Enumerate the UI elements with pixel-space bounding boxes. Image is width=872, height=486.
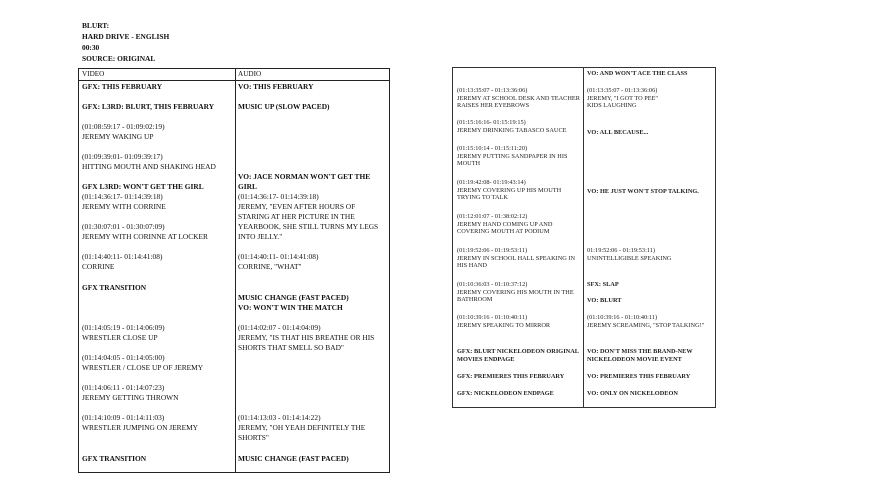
script-title: BLURT: bbox=[82, 21, 110, 30]
audio-cue: VO: PREMIERES THIS FEBRUARY bbox=[587, 373, 691, 380]
video-cue: (01:14:05:19 - 01:14:06:09) WRESTLER CLOSE UP bbox=[82, 323, 165, 342]
video-cue: (01:10:39:16 - 01:10:40:11) JEREMY SPEAKING TO MIRROR bbox=[457, 314, 551, 329]
audio-cue: VO: HE JUST WON'T STOP TALKING. bbox=[587, 188, 699, 195]
audio-cue: VO: ALL BECAUSE... bbox=[587, 129, 649, 136]
script-header bbox=[82, 20, 169, 64]
audio-cue: MUSIC CHANGE (FAST PACED) bbox=[238, 454, 349, 463]
audio-cue: MUSIC CHANGE (FAST PACED) VO: WON'T WIN THE MATCH bbox=[238, 293, 349, 312]
video-cue: GFX L3RD: WON'T GET THE GIRL bbox=[82, 182, 204, 191]
script-page-two bbox=[452, 67, 716, 408]
audio-cue: VO: BLURT bbox=[587, 297, 622, 304]
video-cue: (01:14:40:11- 01:14:41:08) CORRINE bbox=[82, 252, 163, 271]
audio-cue: SFX: SLAP bbox=[587, 281, 619, 288]
heading-divider bbox=[79, 80, 389, 81]
audio-column-heading: AUDIO bbox=[238, 70, 262, 78]
video-cue: GFX TRANSITION bbox=[82, 283, 147, 292]
video-cue: (01:15:16:16- 01:15:19:15) JEREMY DRINKING TABASCO SAUCE bbox=[457, 119, 567, 134]
video-cue: GFX: L3RD: BLURT, THIS FEBRUARY bbox=[82, 102, 215, 111]
video-cue: GFX: BLURT NICKELODEON ORIGINAL MOVIES ENDPAGE bbox=[457, 348, 579, 363]
script-page-one bbox=[78, 68, 390, 473]
audio-cue: (01:14:13:03 - 01:14:14:22) JEREMY, "OH YEAH DEFINITELY THE SHORTS" bbox=[238, 413, 366, 442]
video-cue: (01:10:36:03 - 01:10:37:12) JEREMY COVERING HIS MOUTH IN THE BATHROOM bbox=[457, 281, 574, 304]
video-cue: (01:09:39:01- 01:09:39:17) HITTING MOUTH AND SHAKING HEAD bbox=[82, 152, 216, 171]
audio-cue: (01:14:02:07 - 01:14:04:09) JEREMY, "IS THAT HIS BREATHE OR HIS SHORTS THAT SMELL SO BAD" bbox=[238, 323, 375, 352]
audio-cue: (01:14:36:17- 01:14:39:18) JEREMY, "EVEN AFTER HOURS OF STARING AT HER PICTURE IN THE YEARBOOK, SHE STILL TURNS MY LEGS INTO JELLY." bbox=[238, 192, 379, 241]
video-cue: (01:30:07:01 - 01:30:07:09) JEREMY WITH CORINNE AT LOCKER bbox=[82, 222, 208, 241]
video-cue: (01:14:06:11 - 01:14:07:23) JEREMY GETTING THROWN bbox=[82, 383, 179, 402]
video-cue: GFX: THIS FEBRUARY bbox=[82, 82, 163, 91]
video-cue: (01:13:35:07 - 01:13:36:06) JEREMY AT SCHOOL DESK AND TEACHER RAISES HER EYEBROWS bbox=[457, 87, 580, 110]
audio-cue: MUSIC UP (SLOW PACED) bbox=[238, 102, 330, 111]
audio-cue: (01:13:35:07 - 01:13:36:06) JEREMY, "I GOT TO PEE" KIDS LAUGHING bbox=[587, 87, 658, 110]
audio-cue: VO: DON'T MISS THE BRAND-NEW NICKELODEON MOVIE EVENT bbox=[587, 348, 693, 363]
column-divider bbox=[583, 68, 584, 407]
script-version: HARD DRIVE - ENGLISH bbox=[82, 32, 170, 41]
video-cue: (01:08:59:17 - 01:09:02:19) JEREMY WAKING UP bbox=[82, 122, 165, 141]
video-cue: (01:19:52:06 - 01:19:53:11) JEREMY IN SCHOOL HALL SPEAKING IN HIS HAND bbox=[457, 247, 576, 270]
video-cue: (01:14:10:09 - 01:14:11:03) WRESTLER JUMPING ON JEREMY bbox=[82, 413, 198, 432]
audio-cue: VO: JACE NORMAN WON'T GET THE GIRL bbox=[238, 172, 371, 191]
video-cue: (01:14:36:17- 01:14:39:18) JEREMY WITH CORRINE bbox=[82, 192, 166, 211]
audio-cue: (01:14:40:11- 01:14:41:08) CORRINE, "WHAT" bbox=[238, 252, 319, 271]
column-divider bbox=[235, 69, 236, 472]
video-cue: GFX: PREMIERES THIS FEBRUARY bbox=[457, 373, 565, 380]
video-cue: (01:15:10:14 - 01:15:11:20) JEREMY PUTTING SANDPAPER IN HIS MOUTH bbox=[457, 145, 568, 168]
script-duration: 00:30 bbox=[82, 43, 100, 52]
video-cue: GFX TRANSITION bbox=[82, 454, 147, 463]
script-source: SOURCE: ORIGINAL bbox=[82, 54, 156, 63]
audio-cue: VO: AND WON'T ACE THE CLASS bbox=[587, 70, 688, 77]
video-cue: GFX: NICKELODEON ENDPAGE bbox=[457, 390, 554, 397]
audio-cue: VO: ONLY ON NICKELODEON bbox=[587, 390, 678, 397]
audio-cue: 01:19:52:06 - 01:19:53:11) UNINTELLIGIBLE SPEAKING bbox=[587, 247, 672, 262]
video-cue: (01:14:04:05 - 01:14:05:00) WRESTLER / CLOSE UP OF JEREMY bbox=[82, 353, 204, 372]
audio-cue: (01:10:39:16 - 01:10:40:11) JEREMY SCREAMING, "STOP TALKING!" bbox=[587, 314, 705, 329]
audio-cue: VO: THIS FEBRUARY bbox=[238, 82, 314, 91]
video-column-heading: VIDEO bbox=[82, 70, 105, 78]
video-cue: (01:19:42:08- 01:19:43:14) JEREMY COVERING UP HIS MOUTH TRYING TO TALK bbox=[457, 179, 562, 202]
video-cue: (01:12:01:07 - 01:38:02:12) JEREMY HAND COMING UP AND COVERING MOUTH AT PODIUM bbox=[457, 213, 553, 236]
